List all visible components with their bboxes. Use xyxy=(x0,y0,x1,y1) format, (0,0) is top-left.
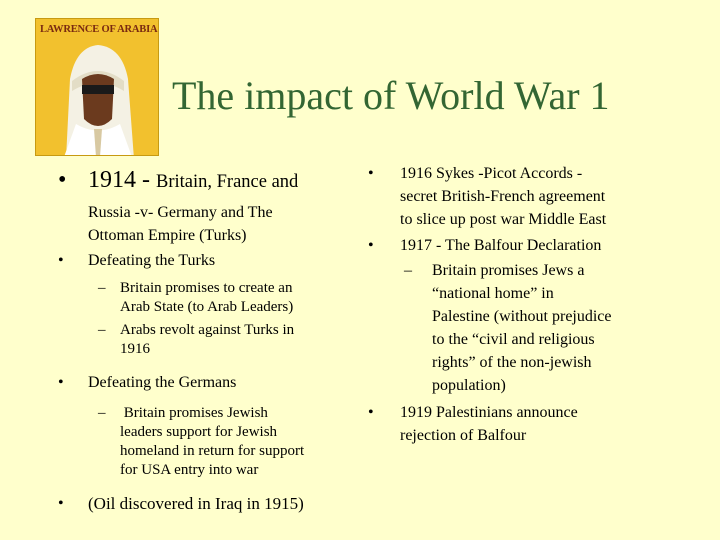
sub3-line4: for USA entry into war xyxy=(120,462,259,478)
sub-jewish-homeland xyxy=(58,404,358,480)
item1-line2: Russia -v- Germany and The xyxy=(88,204,273,221)
left-column xyxy=(58,166,358,513)
lawrence-of-arabia-poster-icon xyxy=(35,18,159,156)
r-sub-line5: rights” of the non-jewish xyxy=(432,354,592,371)
slide-title: The impact of World War 1 xyxy=(172,73,610,118)
poster-illustration xyxy=(36,19,159,156)
r-item1-line2: secret British-French agreement xyxy=(400,188,606,205)
sub2-line2: 1916 xyxy=(120,341,150,357)
r-item3-line2: rejection of Balfour xyxy=(400,427,527,444)
dash-glyph: – xyxy=(98,322,106,338)
r-sub-line6: population) xyxy=(432,377,506,394)
r-sub-line1: Britain promises Jews a xyxy=(432,262,585,279)
sub2-line1: Arabs revolt against Turks in xyxy=(120,322,295,338)
poster-title: LAWRENCE OF ARABIA xyxy=(40,24,158,35)
item3-text: Defeating the Germans xyxy=(88,374,237,391)
item1-line3: Ottoman Empire (Turks) xyxy=(88,227,247,244)
bullet-glyph: • xyxy=(368,404,374,421)
sub-arab-revolt xyxy=(58,321,358,359)
r-sub-line2: “national home” in xyxy=(432,285,554,302)
item2-text: Defeating the Turks xyxy=(88,252,216,269)
r-item1-line3: to slice up post war Middle East xyxy=(400,211,607,228)
bullet-defeating-germans xyxy=(58,373,358,392)
sub-arab-state xyxy=(58,279,358,317)
bullet-defeating-turks xyxy=(58,251,358,270)
bullet-balfour xyxy=(368,234,668,257)
r-item2-text: 1917 - The Balfour Declaration xyxy=(400,237,602,254)
sub3-line3: homeland in return for support xyxy=(120,443,305,459)
right-column xyxy=(368,162,668,447)
bullet-glyph: • xyxy=(58,495,64,512)
r-item1-line1: 1916 Sykes -Picot Accords - xyxy=(400,165,583,182)
bullet-palestinians-1919 xyxy=(368,401,668,447)
sub3-line2: leaders support for Jewish xyxy=(120,424,278,440)
dash-glyph: – xyxy=(404,262,412,279)
r-item3-line1: 1919 Palestinians announce xyxy=(400,404,578,421)
dash-glyph: – xyxy=(98,405,106,421)
bullet-glyph: • xyxy=(58,374,64,391)
sub-national-home xyxy=(368,259,668,397)
r-sub-line4: to the “civil and religious xyxy=(432,331,595,348)
bullet-sykes-picot xyxy=(368,162,668,231)
sub1-line1: Britain promises to create an xyxy=(120,280,293,296)
year-1914: 1914 - xyxy=(88,167,156,193)
bullet-glyph: • xyxy=(58,252,64,269)
bullet-oil-iraq xyxy=(58,494,358,513)
bullet-1914 xyxy=(58,166,358,245)
bullet-glyph: • xyxy=(58,167,67,193)
bullet-glyph: • xyxy=(368,165,374,182)
sub1-line2: Arab State (to Arab Leaders) xyxy=(120,299,294,315)
r-sub-line3: Palestine (without prejudice xyxy=(432,308,612,325)
bullet-glyph: • xyxy=(368,237,374,254)
item4-text: (Oil discovered in Iraq in 1915) xyxy=(88,494,304,513)
sub3-line1: Britain promises Jewish xyxy=(120,405,268,421)
item1-line1: Britain, France and xyxy=(156,172,299,192)
dash-glyph: – xyxy=(98,280,106,296)
